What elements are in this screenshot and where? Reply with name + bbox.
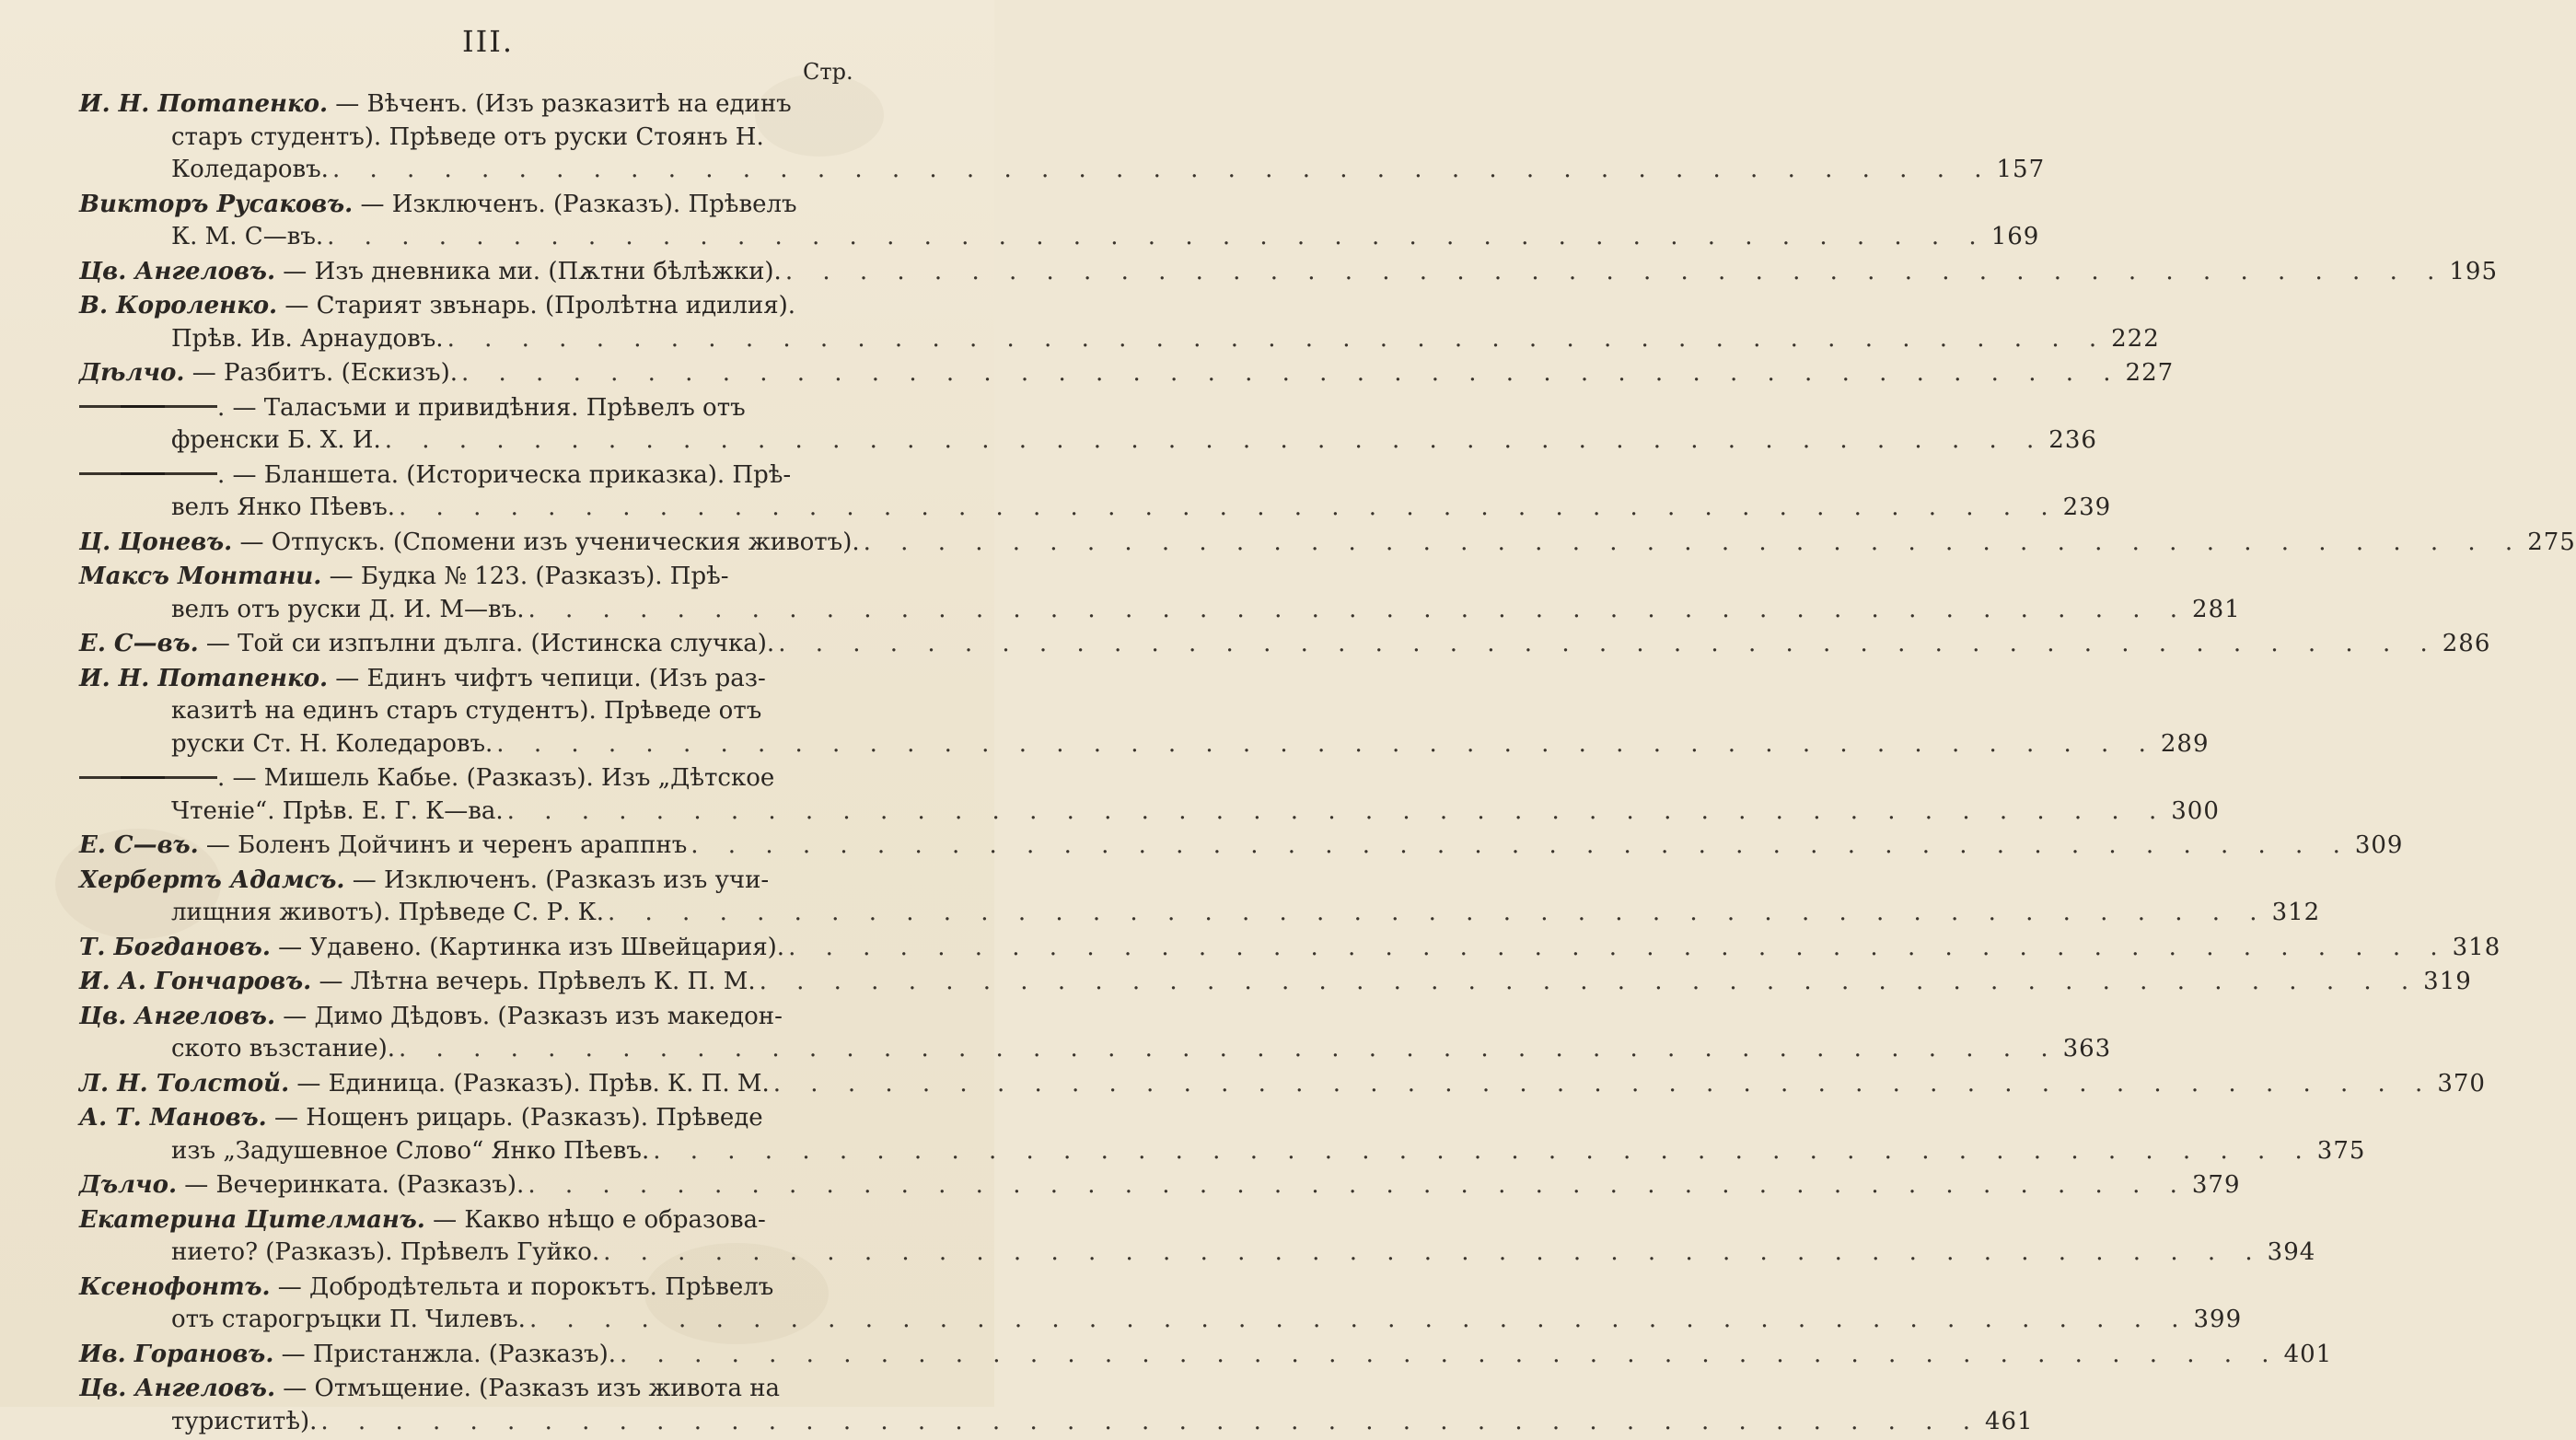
toc-title-text: — Той си изпълни дълга. (Истинска случка). (205, 630, 775, 657)
toc-entry-line (79, 392, 853, 425)
toc-entry-line (79, 1406, 2034, 1439)
toc-entry-line (79, 966, 2472, 999)
toc-page-number: 370 (2437, 1069, 2486, 1097)
dot-leader (616, 1339, 2284, 1372)
toc-entry-text (79, 1102, 763, 1135)
toc-entry-text (79, 189, 797, 222)
toc-page-number: 281 (2192, 595, 2241, 623)
toc-entry-text (79, 357, 458, 390)
toc-author: Е. С—въ. (79, 630, 199, 657)
toc-title-text: велъ Янко Пѣевъ. (171, 494, 396, 521)
dot-leader (524, 1169, 2192, 1202)
table-of-contents (79, 88, 2576, 1440)
toc-author: Цв. Ангеловъ. (79, 257, 276, 285)
dot-leader (329, 154, 1997, 187)
toc-entry-text (79, 1339, 616, 1372)
toc-entry (79, 932, 2501, 965)
toc-title-text: — Нощенъ рицарь. (Разказъ). Прѣведе (273, 1104, 763, 1132)
toc-entry (79, 762, 2220, 828)
toc-author: Т. Богдановъ. (79, 933, 271, 961)
toc-title-text: — Единица. (Разказъ). Прѣв. К. П. М. (296, 1069, 770, 1097)
toc-entry (79, 1169, 2241, 1202)
toc-title-text: френски Б. Х. И. (171, 426, 381, 454)
toc-page-number: 286 (2442, 630, 2491, 657)
toc-entry-text (171, 594, 524, 627)
toc-entry-line (79, 628, 2491, 661)
toc-title-text: — Разбитъ. (Ескизъ). (191, 359, 458, 387)
toc-entry-text (171, 122, 764, 155)
toc-entry-line (79, 932, 2501, 965)
toc-page-number: 195 (2449, 257, 2499, 285)
toc-entry-text (79, 392, 746, 425)
toc-author: Хербертъ Адамсъ. (79, 865, 345, 894)
toc-title-text: — Старият звънарь. (Пролѣтна идилия). (284, 292, 796, 319)
toc-title-text: — Будка № 123. (Разказъ). Прѣ- (329, 563, 729, 590)
toc-entry-text (79, 256, 782, 289)
toc-entry-text (171, 728, 493, 761)
toc-entry (79, 189, 2040, 254)
toc-page-number: 363 (2062, 1035, 2112, 1063)
toc-entry-text (79, 459, 791, 493)
dot-leader (649, 1135, 2317, 1168)
toc-entry (79, 459, 2112, 525)
toc-author: Екатерина Цителманъ. (79, 1205, 425, 1234)
toc-entry-line (79, 1135, 2366, 1168)
toc-entry-line (79, 122, 853, 155)
toc-entry (79, 628, 2491, 661)
toc-entry-line (79, 695, 853, 728)
toc-entry-line (79, 795, 2220, 829)
toc-title-text: лищния животъ). Прѣведе С. Р. К. (171, 899, 604, 926)
toc-title-text: казитѣ на единъ старъ студентъ). Прѣведе отъ (171, 697, 762, 725)
toc-entry-text (171, 221, 323, 254)
toc-title-text: — Изъ дневника ми. (Пѫтни бѣлѣжки). (283, 257, 782, 285)
dot-leader (599, 1237, 2268, 1270)
dot-leader (860, 527, 2528, 560)
toc-page-number: 222 (2111, 324, 2160, 353)
toc-entry-text (79, 1068, 770, 1101)
toc-entry-text (79, 1204, 766, 1237)
toc-title-text: нието? (Разказъ). Прѣвелъ Гуйко. (171, 1238, 600, 1266)
toc-entry (79, 865, 2321, 930)
toc-page-number: 318 (2452, 933, 2501, 961)
toc-entry-text (79, 1373, 780, 1406)
toc-author: Ц. Цоневъ. (79, 528, 233, 556)
toc-title-text: — Боленъ Дойчинъ и черенъ араппнъ (205, 831, 688, 859)
toc-entry-line (79, 189, 853, 222)
toc-entry-text (171, 492, 395, 525)
toc-title-text: ското възстание). (171, 1035, 396, 1063)
toc-entry (79, 88, 2046, 187)
toc-title-text: К. М. С—въ. (171, 223, 324, 250)
toc-title-text: велъ отъ руски Д. И. М—въ. (171, 595, 525, 623)
dot-leader (774, 628, 2443, 661)
dot-leader (444, 323, 2112, 356)
toc-entry-text (79, 830, 687, 863)
toc-entry-text (171, 795, 504, 829)
toc-page-number: 157 (1996, 156, 2046, 183)
toc-entry-text (79, 561, 729, 594)
toc-entry-text (171, 1304, 526, 1337)
toc-title-text: — Лѣтна вечерь. Прѣвелъ К. П. М. (319, 968, 756, 995)
toc-entry-line (79, 1373, 853, 1406)
toc-entry-text (79, 1272, 773, 1305)
dot-leader (395, 1033, 2063, 1066)
toc-entry-text (171, 1406, 317, 1439)
toc-author: Максъ Монтани. (79, 563, 322, 590)
toc-entry-line (79, 88, 853, 122)
toc-title-text: . — Таласъми и привидѣния. Прѣвелъ отъ (217, 393, 746, 422)
toc-title-text: . — Бланшета. (Историческа приказка). Прѣ- (217, 460, 792, 489)
toc-title-text: отъ старогръцки П. Чилевъ. (171, 1306, 526, 1333)
toc-author: Ив. Горановъ. (79, 1340, 274, 1368)
toc-entry-text (171, 154, 329, 187)
toc-entry-text (171, 424, 381, 458)
toc-title-text: — Отмъщение. (Разказъ изъ живота на (283, 1375, 781, 1402)
toc-page-number: 239 (2062, 494, 2112, 521)
toc-page-number: 394 (2267, 1238, 2316, 1266)
toc-entry-line (79, 221, 2040, 254)
toc-title-text: — Отпускъ. (Спомени изъ ученическия животъ). (239, 528, 860, 556)
toc-entry (79, 1339, 2333, 1372)
toc-title-text: Коледаровъ. (171, 156, 329, 183)
toc-author: Дълчо. (79, 1171, 178, 1199)
toc-page-number: 461 (1984, 1407, 2034, 1435)
toc-entry-text (79, 88, 792, 122)
dot-leader (756, 966, 2424, 999)
toc-author: Цв. Ангеловъ. (79, 1375, 276, 1402)
toc-entry-line (79, 897, 2321, 930)
toc-entry-line (79, 1237, 2316, 1270)
toc-title-text: — Изключенъ. (Разказъ). Прѣвелъ (360, 190, 797, 218)
toc-page-number: 236 (2048, 426, 2097, 454)
toc-entry-line (79, 459, 853, 493)
dot-leader (381, 424, 2049, 458)
toc-page-number: 300 (2171, 796, 2220, 825)
toc-entry (79, 256, 2499, 289)
toc-entry-line (79, 1339, 2333, 1372)
toc-entry-line (79, 1033, 2112, 1066)
toc-entry-line (79, 154, 2046, 187)
toc-title-text: — Единъ чифтъ чепици. (Изъ раз- (335, 664, 766, 692)
same-author-rule (79, 405, 217, 408)
toc-entry-text (171, 1237, 599, 1270)
toc-title-text: — Удавено. (Картинка изъ Швейцария). (278, 933, 785, 961)
toc-page-number: 275 (2527, 528, 2576, 556)
toc-title-text: — Димо Дѣдовъ. (Разказъ изъ македон- (283, 1002, 783, 1030)
toc-entry-text (79, 527, 860, 560)
toc-author: Цв. Ангеловъ. (79, 1002, 276, 1030)
toc-page-number: 227 (2125, 359, 2175, 387)
toc-entry-text (79, 966, 756, 999)
toc-title-text: — Вѣченъ. (Изъ разказитѣ на единъ (335, 90, 792, 118)
dot-leader (395, 492, 2063, 525)
toc-page-number: 319 (2423, 968, 2472, 995)
dot-leader (770, 1068, 2438, 1101)
dot-leader (323, 221, 1991, 254)
toc-entry-line (79, 1204, 853, 1237)
toc-entry-line (79, 290, 853, 323)
toc-title-text: — Вечеринката. (Разказъ). (184, 1171, 525, 1199)
toc-entry-line (79, 1001, 853, 1034)
toc-entry (79, 1272, 2243, 1337)
toc-author: Л. Н. Толстой. (79, 1069, 290, 1097)
toc-entry (79, 357, 2175, 390)
toc-entry (79, 663, 2210, 761)
toc-entry (79, 392, 2097, 458)
toc-entry-text (79, 1169, 524, 1202)
dot-leader (782, 256, 2450, 289)
toc-entry-line (79, 256, 2499, 289)
toc-page-number: 399 (2193, 1306, 2243, 1333)
toc-entry-line (79, 492, 2112, 525)
toc-author: Е. С—въ. (79, 831, 199, 859)
dot-leader (604, 897, 2272, 930)
toc-entry (79, 1204, 2316, 1270)
dot-leader (493, 728, 2161, 761)
toc-author: Викторъ Русаковъ. (79, 190, 354, 218)
toc-entry-line (79, 830, 2404, 863)
toc-entry (79, 1001, 2112, 1066)
toc-title-text: руски Ст. Н. Коледаровъ. (171, 729, 493, 758)
toc-entry-line (79, 527, 2576, 560)
page-column-header: Стр. (803, 59, 853, 85)
toc-entry-text (79, 1001, 783, 1034)
toc-title-text: . — Мишель Кабье. (Разказъ). Изъ „Дѣтское (217, 764, 775, 792)
toc-entry-line (79, 1169, 2241, 1202)
toc-entry (79, 830, 2404, 863)
same-author-rule (79, 776, 217, 779)
dot-leader (524, 594, 2192, 627)
toc-entry (79, 1102, 2366, 1167)
toc-title-text: Прѣв. Ив. Арнаудовъ. (171, 324, 444, 353)
toc-entry-text (79, 762, 774, 795)
toc-entry-line (79, 1304, 2243, 1337)
toc-page-number: 289 (2160, 729, 2210, 758)
toc-entry-line (79, 762, 853, 795)
toc-page-number: 379 (2191, 1171, 2241, 1199)
toc-title-text: старъ студентъ). Прѣведе отъ руски Стоянъ Н. (171, 122, 764, 151)
dot-leader (504, 795, 2172, 829)
toc-author: И. Н. Потапенко. (79, 664, 328, 692)
toc-entry-line (79, 865, 853, 898)
toc-entry (79, 527, 2576, 560)
toc-page-number: 375 (2316, 1136, 2366, 1165)
toc-entry-line (79, 663, 853, 696)
toc-entry-line (79, 594, 2241, 627)
toc-author: А. Т. Мановъ. (79, 1104, 267, 1132)
toc-title-text: — Пристанжла. (Разказъ). (281, 1340, 617, 1368)
dot-leader (784, 932, 2453, 965)
toc-page-number: 312 (2271, 899, 2321, 926)
toc-entry-text (79, 628, 774, 661)
toc-entry-line (79, 1068, 2486, 1101)
toc-entry-line (79, 561, 853, 594)
toc-entry-line (79, 424, 2097, 458)
toc-entry-line (79, 1102, 853, 1135)
toc-entry (79, 1068, 2486, 1101)
toc-entry (79, 561, 2241, 626)
toc-entry-line (79, 323, 2160, 356)
toc-entry-text (171, 695, 761, 728)
toc-author: В. Короленко. (79, 292, 278, 319)
toc-entry-line (79, 1272, 853, 1305)
toc-title-text: — Изключенъ. (Разказъ изъ учи- (352, 865, 770, 894)
toc-author: И. А. Гончаровъ. (79, 968, 312, 995)
toc-author: И. Н. Потапенко. (79, 90, 328, 118)
toc-entry-text (79, 290, 795, 323)
toc-title-text: — Какво нѣщо е образова- (433, 1205, 766, 1234)
toc-page-number: 401 (2283, 1340, 2333, 1368)
dot-leader (687, 830, 2355, 863)
toc-page-number: 309 (2354, 831, 2404, 859)
page-number: III. (461, 24, 515, 59)
dot-leader (526, 1304, 2194, 1337)
toc-entry-text (171, 897, 604, 930)
toc-author: Дѣлчо. (79, 359, 185, 387)
toc-entry (79, 1373, 2034, 1438)
toc-author: Ксенофонтъ. (79, 1272, 271, 1301)
dot-leader (458, 357, 2126, 390)
toc-title-text: туриститѣ). (171, 1407, 318, 1435)
toc-entry-line (79, 357, 2175, 390)
toc-entry-text (79, 865, 769, 898)
toc-page-number: 169 (1990, 223, 2040, 250)
same-author-rule (79, 472, 217, 475)
toc-entry (79, 966, 2472, 999)
toc-entry-text (171, 1135, 649, 1168)
toc-entry (79, 290, 2160, 355)
toc-entry-text (79, 663, 766, 696)
toc-title-text: Чтенiе“. Прѣв. Е. Г. К—ва. (171, 796, 504, 825)
toc-title-text: изъ „Задушевное Слово“ Янко Пѣевъ. (171, 1136, 650, 1165)
toc-entry-text (79, 932, 784, 965)
toc-entry-line (79, 728, 2210, 761)
toc-title-text: — Добродѣтельта и порокътъ. Прѣвелъ (277, 1272, 774, 1301)
toc-entry-text (171, 1033, 395, 1066)
dot-leader (317, 1406, 1985, 1439)
toc-entry-text (171, 323, 444, 356)
